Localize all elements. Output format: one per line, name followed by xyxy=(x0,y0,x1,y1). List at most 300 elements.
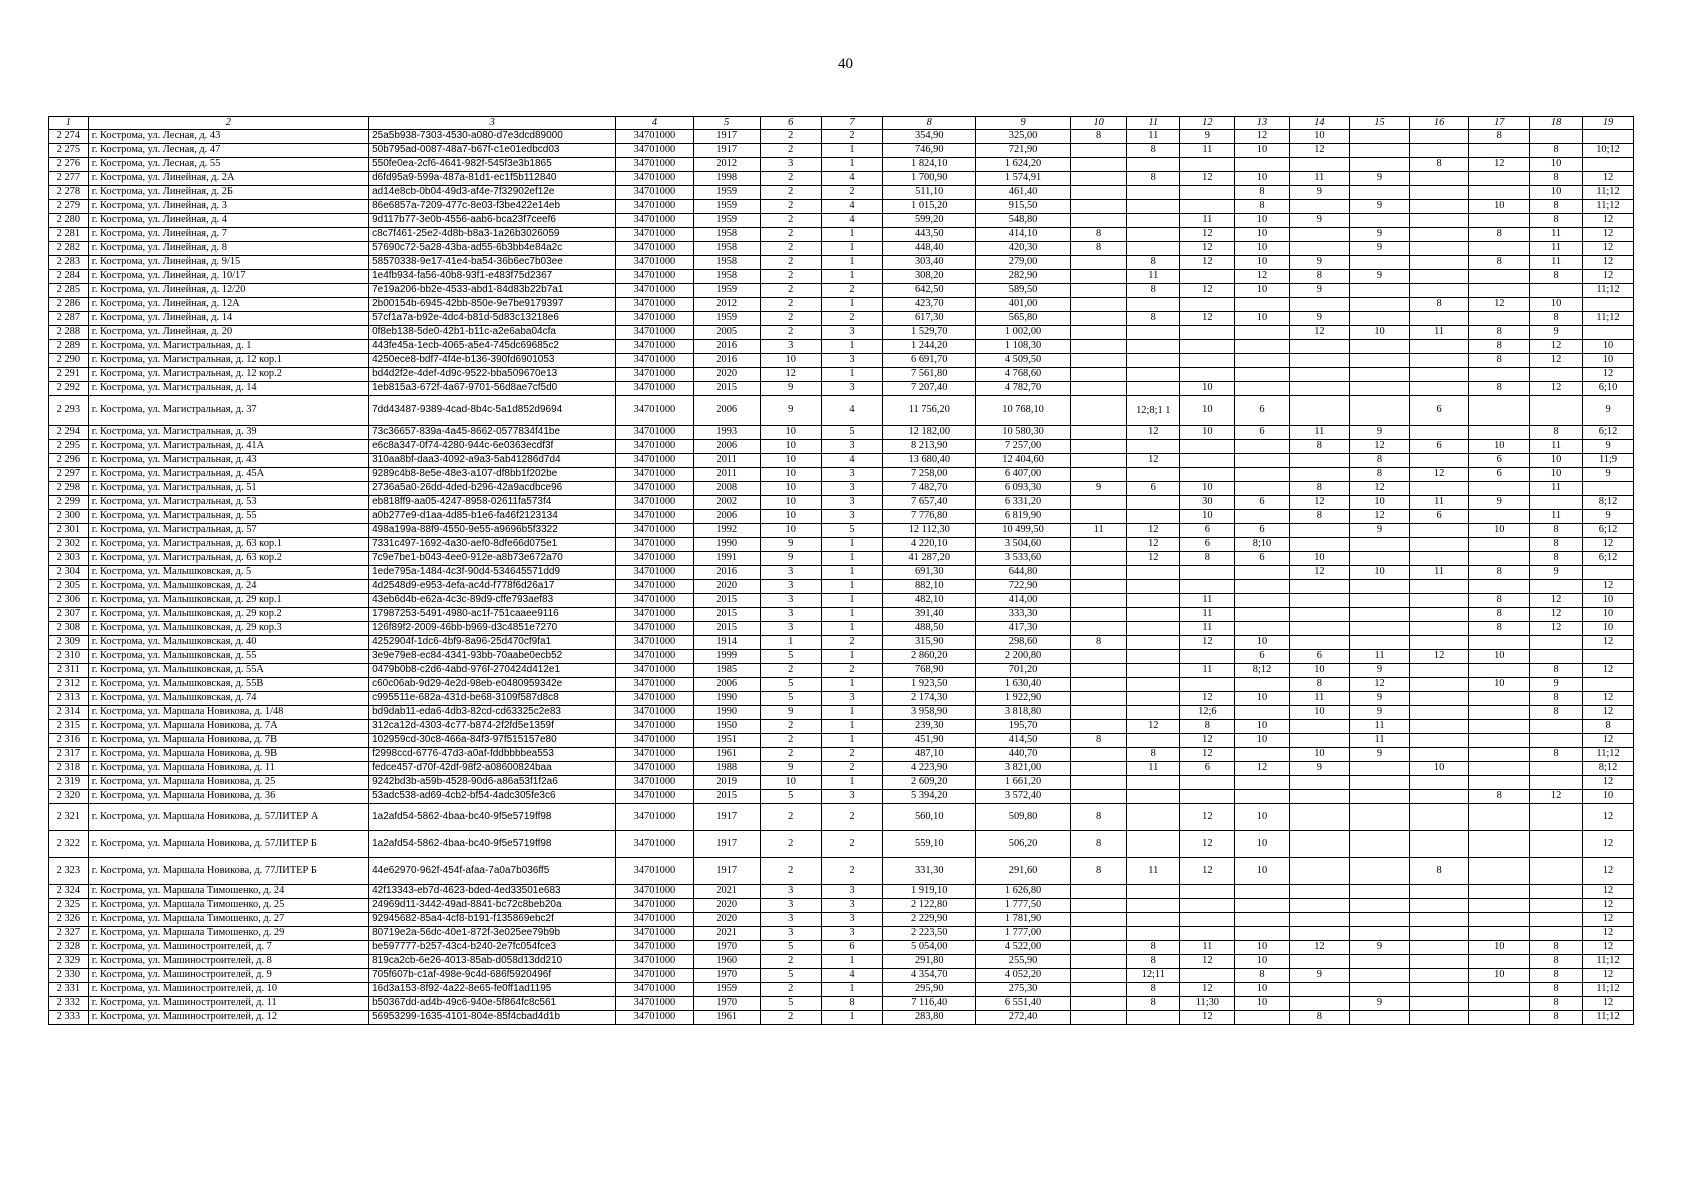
cell-col-16 xyxy=(1409,368,1469,382)
cell-col-13 xyxy=(1235,594,1289,608)
cell-col-15: 12 xyxy=(1350,678,1410,692)
cell-col-8: 41 287,20 xyxy=(883,552,976,566)
cell-col-14: 12 xyxy=(1289,941,1350,955)
cell-col-3: 310aa8bf-daa3-4092-a9a3-5ab41286d7d4 xyxy=(369,454,616,468)
cell-col-11 xyxy=(1127,468,1180,482)
cell-col-3: 44e62970-962f-454f-afaa-7a0a7b036ff5 xyxy=(369,858,616,885)
cell-col-19: 11;12 xyxy=(1583,200,1634,214)
cell-col-12 xyxy=(1180,158,1235,172)
cell-col-11 xyxy=(1127,692,1180,706)
cell-col-14 xyxy=(1289,454,1350,468)
cell-col-19 xyxy=(1583,482,1634,496)
cell-col-19: 10 xyxy=(1583,340,1634,354)
cell-col-13: 10 xyxy=(1235,144,1289,158)
cell-col-15 xyxy=(1350,885,1410,899)
table-row xyxy=(49,454,1634,468)
table-row xyxy=(49,284,1634,298)
cell-col-18: 12 xyxy=(1530,790,1583,804)
cell-col-2: г. Кострома, ул. Машиностроителей, д. 10 xyxy=(88,983,368,997)
cell-col-7: 5 xyxy=(821,524,883,538)
cell-col-2: г. Кострома, ул. Малышковская, д. 29 кор.3 xyxy=(88,622,368,636)
cell-col-3: 312ca12d-4303-4c77-b874-2f2fd5e1359f xyxy=(369,720,616,734)
cell-col-11: 12 xyxy=(1127,538,1180,552)
table-row xyxy=(49,368,1634,382)
cell-col-19: 12 xyxy=(1583,538,1634,552)
cell-col-6: 5 xyxy=(760,692,821,706)
cell-col-14: 10 xyxy=(1289,706,1350,720)
cell-col-18 xyxy=(1530,496,1583,510)
cell-col-13 xyxy=(1235,927,1289,941)
cell-col-14 xyxy=(1289,594,1350,608)
cell-col-2: г. Кострома, ул. Лесная, д. 47 xyxy=(88,144,368,158)
cell-col-7: 1 xyxy=(821,678,883,692)
cell-col-15 xyxy=(1350,983,1410,997)
cell-col-16 xyxy=(1409,831,1469,858)
cell-col-10 xyxy=(1071,969,1127,983)
cell-col-2: г. Кострома, ул. Линейная, д. 3 xyxy=(88,200,368,214)
cell-col-13: 8;10 xyxy=(1235,538,1289,552)
cell-col-4: 34701000 xyxy=(616,172,693,186)
cell-col-4: 34701000 xyxy=(616,214,693,228)
cell-col-3: 4d2548d9-e953-4efa-ac4d-f778f6d26a17 xyxy=(369,580,616,594)
cell-col-3: 4252904f-1dc6-4bf9-8a96-25d470cf9fa1 xyxy=(369,636,616,650)
cell-col-3: 58570338-9e17-41e4-ba54-36b6ec7b03ee xyxy=(369,256,616,270)
cell-col-11 xyxy=(1127,440,1180,454)
cell-col-7: 3 xyxy=(821,382,883,396)
cell-col-4: 34701000 xyxy=(616,580,693,594)
cell-col-16 xyxy=(1409,997,1469,1011)
cell-col-16 xyxy=(1409,354,1469,368)
cell-col-3: 86e6857a-7209-477c-8e03-f3be422e14eb xyxy=(369,200,616,214)
cell-col-6: 10 xyxy=(760,354,821,368)
cell-col-3: d6fd95a9-599a-487a-81d1-ec1f5b112840 xyxy=(369,172,616,186)
cell-col-14: 8 xyxy=(1289,482,1350,496)
cell-col-4: 34701000 xyxy=(616,256,693,270)
cell-col-17 xyxy=(1469,214,1530,228)
cell-col-13 xyxy=(1235,368,1289,382)
cell-col-6: 2 xyxy=(760,858,821,885)
cell-col-15: 9 xyxy=(1350,270,1410,284)
cell-col-7: 4 xyxy=(821,200,883,214)
cell-col-19: 9 xyxy=(1583,510,1634,524)
cell-col-14: 10 xyxy=(1289,130,1350,144)
cell-col-3: 0f8eb138-5de0-42b1-b11c-a2e6aba04cfa xyxy=(369,326,616,340)
cell-col-6: 10 xyxy=(760,524,821,538)
cell-col-2: г. Кострома, ул. Магистральная, д. 41А xyxy=(88,440,368,454)
cell-col-19: 12 xyxy=(1583,636,1634,650)
cell-col-18: 11 xyxy=(1530,256,1583,270)
cell-col-12: 9 xyxy=(1180,130,1235,144)
cell-col-5: 1917 xyxy=(693,858,760,885)
table-row xyxy=(49,955,1634,969)
cell-col-11 xyxy=(1127,326,1180,340)
cell-col-5: 2015 xyxy=(693,594,760,608)
cell-col-9: 1 002,00 xyxy=(976,326,1071,340)
cell-col-14 xyxy=(1289,580,1350,594)
cell-col-9: 701,20 xyxy=(976,664,1071,678)
cell-col-9: 565,80 xyxy=(976,312,1071,326)
cell-col-19: 12 xyxy=(1583,242,1634,256)
cell-col-9: 6 819,90 xyxy=(976,510,1071,524)
table-row xyxy=(49,927,1634,941)
cell-col-3: 25a5b938-7303-4530-a080-d7e3dcd89000 xyxy=(369,130,616,144)
cell-col-16 xyxy=(1409,186,1469,200)
cell-col-4: 34701000 xyxy=(616,566,693,580)
cell-col-12: 11 xyxy=(1180,664,1235,678)
cell-col-18 xyxy=(1530,636,1583,650)
cell-col-15 xyxy=(1350,776,1410,790)
cell-col-11 xyxy=(1127,608,1180,622)
cell-col-17: 9 xyxy=(1469,496,1530,510)
table-row xyxy=(49,186,1634,200)
column-header-12: 12 xyxy=(1180,117,1235,130)
cell-col-6: 2 xyxy=(760,172,821,186)
column-header-2: 2 xyxy=(88,117,368,130)
column-number-row xyxy=(49,117,1634,130)
cell-col-13: 12 xyxy=(1235,270,1289,284)
cell-col-10 xyxy=(1071,885,1127,899)
cell-col-5: 1959 xyxy=(693,312,760,326)
cell-col-19: 12 xyxy=(1583,368,1634,382)
cell-col-1: 2 302 xyxy=(49,538,89,552)
cell-col-7: 1 xyxy=(821,734,883,748)
table-row xyxy=(49,510,1634,524)
cell-col-9: 275,30 xyxy=(976,983,1071,997)
cell-col-15: 9 xyxy=(1350,997,1410,1011)
cell-col-6: 1 xyxy=(760,636,821,650)
cell-col-9: 509,80 xyxy=(976,804,1071,831)
cell-col-9: 589,50 xyxy=(976,284,1071,298)
cell-col-10 xyxy=(1071,454,1127,468)
cell-col-14 xyxy=(1289,298,1350,312)
cell-col-3: 1a2afd54-5862-4baa-bc40-9f5e5719ff98 xyxy=(369,804,616,831)
cell-col-10 xyxy=(1071,913,1127,927)
cell-col-6: 2 xyxy=(760,200,821,214)
cell-col-4: 34701000 xyxy=(616,158,693,172)
cell-col-3: 7c9e7be1-b043-4ee0-912e-a8b73e672a70 xyxy=(369,552,616,566)
cell-col-4: 34701000 xyxy=(616,927,693,941)
cell-col-17 xyxy=(1469,396,1530,426)
cell-col-2: г. Кострома, ул. Линейная, д. 4 xyxy=(88,214,368,228)
cell-col-7: 1 xyxy=(821,776,883,790)
table-row xyxy=(49,312,1634,326)
cell-col-3: 102959cd-30c8-466a-84f3-97f515157e80 xyxy=(369,734,616,748)
cell-col-2: г. Кострома, ул. Машиностроителей, д. 8 xyxy=(88,955,368,969)
cell-col-18 xyxy=(1530,858,1583,885)
cell-col-7: 1 xyxy=(821,594,883,608)
cell-col-9: 6 331,20 xyxy=(976,496,1071,510)
cell-col-15 xyxy=(1350,396,1410,426)
cell-col-10 xyxy=(1071,440,1127,454)
cell-col-5: 1958 xyxy=(693,270,760,284)
cell-col-10 xyxy=(1071,720,1127,734)
cell-col-18: 12 xyxy=(1530,340,1583,354)
cell-col-18: 8 xyxy=(1530,200,1583,214)
cell-col-10 xyxy=(1071,899,1127,913)
cell-col-9: 722,90 xyxy=(976,580,1071,594)
cell-col-7: 1 xyxy=(821,270,883,284)
cell-col-6: 2 xyxy=(760,144,821,158)
cell-col-8: 8 213,90 xyxy=(883,440,976,454)
cell-col-12 xyxy=(1180,270,1235,284)
cell-col-4: 34701000 xyxy=(616,720,693,734)
cell-col-10 xyxy=(1071,256,1127,270)
cell-col-15 xyxy=(1350,858,1410,885)
cell-col-15: 8 xyxy=(1350,468,1410,482)
cell-col-18 xyxy=(1530,720,1583,734)
cell-col-7: 3 xyxy=(821,354,883,368)
cell-col-9: 1 630,40 xyxy=(976,678,1071,692)
cell-col-1: 2 291 xyxy=(49,368,89,382)
cell-col-10 xyxy=(1071,997,1127,1011)
cell-col-12: 10 xyxy=(1180,482,1235,496)
cell-col-5: 2015 xyxy=(693,622,760,636)
cell-col-9: 12 404,60 xyxy=(976,454,1071,468)
cell-col-4: 34701000 xyxy=(616,186,693,200)
cell-col-11 xyxy=(1127,510,1180,524)
cell-col-9: 644,80 xyxy=(976,566,1071,580)
cell-col-14 xyxy=(1289,524,1350,538)
column-header-11: 11 xyxy=(1127,117,1180,130)
cell-col-7: 3 xyxy=(821,468,883,482)
cell-col-1: 2 279 xyxy=(49,200,89,214)
cell-col-15 xyxy=(1350,913,1410,927)
cell-col-19: 10 xyxy=(1583,594,1634,608)
cell-col-9: 1 574,91 xyxy=(976,172,1071,186)
cell-col-8: 2 860,20 xyxy=(883,650,976,664)
cell-col-14 xyxy=(1289,242,1350,256)
cell-col-8: 1 015,20 xyxy=(883,200,976,214)
cell-col-16 xyxy=(1409,636,1469,650)
cell-col-5: 1959 xyxy=(693,200,760,214)
cell-col-13: 6 xyxy=(1235,496,1289,510)
cell-col-7: 3 xyxy=(821,899,883,913)
cell-col-2: г. Кострома, ул. Малышковская, д. 5 xyxy=(88,566,368,580)
cell-col-8: 691,30 xyxy=(883,566,976,580)
cell-col-7: 1 xyxy=(821,983,883,997)
cell-col-2: г. Кострома, ул. Магистральная, д. 14 xyxy=(88,382,368,396)
cell-col-2: г. Кострома, ул. Магистральная, д. 63 кор.1 xyxy=(88,538,368,552)
cell-col-19: 6;12 xyxy=(1583,524,1634,538)
cell-col-10 xyxy=(1071,622,1127,636)
cell-col-3: 24969d11-3442-49ad-8841-bc72c8beb20a xyxy=(369,899,616,913)
cell-col-7: 2 xyxy=(821,186,883,200)
cell-col-13: 10 xyxy=(1235,831,1289,858)
cell-col-17: 10 xyxy=(1469,440,1530,454)
table-row xyxy=(49,552,1634,566)
cell-col-11: 12 xyxy=(1127,720,1180,734)
cell-col-4: 34701000 xyxy=(616,382,693,396)
cell-col-1: 2 284 xyxy=(49,270,89,284)
cell-col-11 xyxy=(1127,804,1180,831)
cell-col-4: 34701000 xyxy=(616,885,693,899)
cell-col-2: г. Кострома, ул. Маршала Новикова, д. 57ЛИТЕР А xyxy=(88,804,368,831)
cell-col-12: 11 xyxy=(1180,941,1235,955)
cell-col-17 xyxy=(1469,983,1530,997)
cell-col-19 xyxy=(1583,678,1634,692)
cell-col-4: 34701000 xyxy=(616,622,693,636)
cell-col-12: 10 xyxy=(1180,510,1235,524)
cell-col-12: 11 xyxy=(1180,214,1235,228)
cell-col-16 xyxy=(1409,228,1469,242)
cell-col-8: 443,50 xyxy=(883,228,976,242)
cell-col-13 xyxy=(1235,608,1289,622)
cell-col-16 xyxy=(1409,734,1469,748)
cell-col-19 xyxy=(1583,298,1634,312)
cell-col-5: 2006 xyxy=(693,510,760,524)
cell-col-2: г. Кострома, ул. Малышковская, д. 74 xyxy=(88,692,368,706)
cell-col-6: 2 xyxy=(760,1011,821,1025)
cell-col-1: 2 314 xyxy=(49,706,89,720)
cell-col-12: 11 xyxy=(1180,608,1235,622)
cell-col-16: 6 xyxy=(1409,510,1469,524)
cell-col-12: 11;30 xyxy=(1180,997,1235,1011)
cell-col-13: 10 xyxy=(1235,284,1289,298)
cell-col-14 xyxy=(1289,468,1350,482)
cell-col-17 xyxy=(1469,172,1530,186)
cell-col-4: 34701000 xyxy=(616,748,693,762)
table-row xyxy=(49,762,1634,776)
cell-col-11 xyxy=(1127,831,1180,858)
cell-col-15: 12 xyxy=(1350,482,1410,496)
cell-col-7: 3 xyxy=(821,790,883,804)
cell-col-14 xyxy=(1289,997,1350,1011)
cell-col-19: 12 xyxy=(1583,734,1634,748)
cell-col-19: 9 xyxy=(1583,440,1634,454)
cell-col-12: 12 xyxy=(1180,734,1235,748)
cell-col-13: 10 xyxy=(1235,720,1289,734)
cell-col-7: 1 xyxy=(821,368,883,382)
cell-col-8: 3 958,90 xyxy=(883,706,976,720)
cell-col-10 xyxy=(1071,396,1127,426)
cell-col-6: 2 xyxy=(760,804,821,831)
cell-col-12: 10 xyxy=(1180,382,1235,396)
cell-col-3: 0479b0b8-c2d6-4abd-976f-270424d412e1 xyxy=(369,664,616,678)
cell-col-4: 34701000 xyxy=(616,468,693,482)
cell-col-11 xyxy=(1127,650,1180,664)
cell-col-1: 2 286 xyxy=(49,298,89,312)
cell-col-18: 10 xyxy=(1530,158,1583,172)
cell-col-12 xyxy=(1180,566,1235,580)
cell-col-10 xyxy=(1071,580,1127,594)
cell-col-12 xyxy=(1180,326,1235,340)
cell-col-11: 11 xyxy=(1127,270,1180,284)
cell-col-9: 3 504,60 xyxy=(976,538,1071,552)
cell-col-18: 8 xyxy=(1530,144,1583,158)
cell-col-8: 4 220,10 xyxy=(883,538,976,552)
cell-col-19: 11;12 xyxy=(1583,955,1634,969)
cell-col-12: 12 xyxy=(1180,228,1235,242)
cell-col-8: 283,80 xyxy=(883,1011,976,1025)
table-row xyxy=(49,692,1634,706)
cell-col-6: 5 xyxy=(760,997,821,1011)
cell-col-11: 11 xyxy=(1127,858,1180,885)
cell-col-8: 303,40 xyxy=(883,256,976,270)
cell-col-5: 1959 xyxy=(693,983,760,997)
cell-col-9: 3 818,80 xyxy=(976,706,1071,720)
cell-col-16 xyxy=(1409,312,1469,326)
cell-col-3: 4250ece8-bdf7-4f4e-b136-390fd6901053 xyxy=(369,354,616,368)
cell-col-7: 3 xyxy=(821,440,883,454)
cell-col-16 xyxy=(1409,804,1469,831)
cell-col-15 xyxy=(1350,382,1410,396)
cell-col-3: 73c36657-839a-4a45-8662-0577834f41be xyxy=(369,426,616,440)
cell-col-5: 2021 xyxy=(693,927,760,941)
cell-col-16 xyxy=(1409,969,1469,983)
cell-col-13 xyxy=(1235,440,1289,454)
cell-col-5: 2020 xyxy=(693,899,760,913)
cell-col-4: 34701000 xyxy=(616,664,693,678)
cell-col-12: 6 xyxy=(1180,538,1235,552)
cell-col-8: 617,30 xyxy=(883,312,976,326)
cell-col-16 xyxy=(1409,340,1469,354)
cell-col-5: 2006 xyxy=(693,396,760,426)
cell-col-16 xyxy=(1409,899,1469,913)
cell-col-14 xyxy=(1289,396,1350,426)
cell-col-5: 2020 xyxy=(693,368,760,382)
cell-col-8: 768,90 xyxy=(883,664,976,678)
cell-col-13: 6 xyxy=(1235,426,1289,440)
cell-col-9: 6 407,00 xyxy=(976,468,1071,482)
cell-col-4: 34701000 xyxy=(616,228,693,242)
cell-col-6: 2 xyxy=(760,734,821,748)
cell-col-17: 8 xyxy=(1469,622,1530,636)
cell-col-5: 2021 xyxy=(693,885,760,899)
cell-col-7: 2 xyxy=(821,858,883,885)
cell-col-15: 8 xyxy=(1350,454,1410,468)
cell-col-15: 10 xyxy=(1350,326,1410,340)
cell-col-10 xyxy=(1071,594,1127,608)
cell-col-15 xyxy=(1350,158,1410,172)
cell-col-15: 9 xyxy=(1350,692,1410,706)
cell-col-5: 2005 xyxy=(693,326,760,340)
cell-col-4: 34701000 xyxy=(616,482,693,496)
cell-col-14 xyxy=(1289,228,1350,242)
cell-col-15: 9 xyxy=(1350,172,1410,186)
cell-col-14: 9 xyxy=(1289,284,1350,298)
cell-col-2: г. Кострома, ул. Линейная, д. 20 xyxy=(88,326,368,340)
cell-col-17 xyxy=(1469,858,1530,885)
cell-col-13 xyxy=(1235,913,1289,927)
cell-col-19: 12 xyxy=(1583,580,1634,594)
cell-col-6: 5 xyxy=(760,941,821,955)
cell-col-17 xyxy=(1469,706,1530,720)
table-row xyxy=(49,144,1634,158)
cell-col-5: 1958 xyxy=(693,228,760,242)
cell-col-8: 642,50 xyxy=(883,284,976,298)
cell-col-18 xyxy=(1530,913,1583,927)
table-row xyxy=(49,650,1634,664)
cell-col-13 xyxy=(1235,298,1289,312)
cell-col-9: 1 661,20 xyxy=(976,776,1071,790)
cell-col-3: ad14e8cb-0b04-49d3-af4e-7f32902ef12e xyxy=(369,186,616,200)
cell-col-12: 6 xyxy=(1180,524,1235,538)
cell-col-19: 12 xyxy=(1583,831,1634,858)
cell-col-14 xyxy=(1289,955,1350,969)
cell-col-18: 8 xyxy=(1530,538,1583,552)
cell-col-14: 11 xyxy=(1289,172,1350,186)
cell-col-17: 8 xyxy=(1469,354,1530,368)
cell-col-2: г. Кострома, ул. Лесная, д. 55 xyxy=(88,158,368,172)
cell-col-17 xyxy=(1469,538,1530,552)
cell-col-14 xyxy=(1289,899,1350,913)
cell-col-8: 2 122,80 xyxy=(883,899,976,913)
cell-col-17 xyxy=(1469,748,1530,762)
cell-col-10 xyxy=(1071,284,1127,298)
cell-col-14: 10 xyxy=(1289,748,1350,762)
cell-col-3: 126f89f2-2009-46bb-b969-d3c4851e7270 xyxy=(369,622,616,636)
cell-col-10 xyxy=(1071,270,1127,284)
